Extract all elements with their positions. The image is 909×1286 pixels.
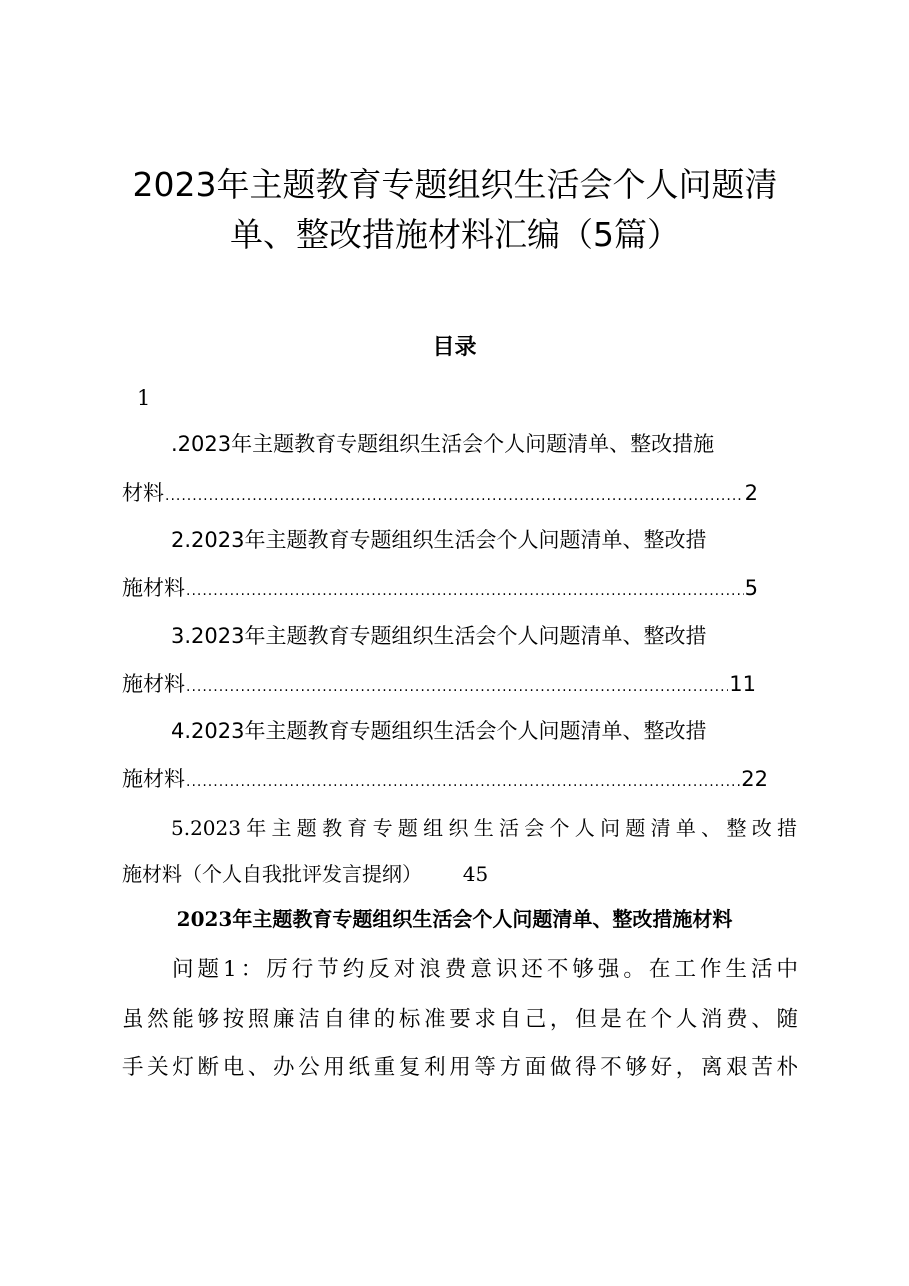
- toc-item-5-line-2[interactable]: [122, 859, 488, 889]
- toc-item-3-line-2[interactable]: [122, 669, 756, 702]
- toc-item-1-page: 2: [744, 481, 758, 505]
- section-heading: 2023年主题教育专题组织生活会个人问题清单、整改措施材料: [176, 907, 733, 931]
- toc-leader-dots: [186, 672, 728, 702]
- toc-item-2-page: 5: [744, 576, 758, 600]
- toc-item-2-line-1[interactable]: 2.2023年主题教育专题组织生活会个人问题清单、整改措: [171, 528, 707, 552]
- toc-item-5-label: 施材料（个人自我批评发言提纲）: [122, 862, 422, 886]
- toc-item-5-page: 45: [462, 862, 489, 886]
- body-paragraph-line-2: 虽然能够按照廉洁自律的标准要求自己，但是在个人消费、随: [122, 1007, 798, 1032]
- document-title-line-1: 2023年主题教育专题组织生活会个人问题清: [132, 165, 778, 204]
- toc-item-1-line-2[interactable]: [122, 478, 758, 511]
- toc-item-1-line-1[interactable]: .2023年主题教育专题组织生活会个人问题清单、整改措施: [171, 432, 715, 456]
- toc-item-2-label: 施材料: [122, 576, 185, 600]
- toc-item-3-label: 施材料: [122, 672, 185, 696]
- toc-item-2-line-2[interactable]: [122, 573, 758, 606]
- toc-item-4-label: 施材料: [122, 767, 185, 791]
- toc-item-4-line-2[interactable]: [122, 764, 768, 797]
- toc-item-4-page: 22: [741, 767, 768, 791]
- toc-item-5-line-1[interactable]: 5.2023年主题教育专题组织生活会个人问题清单、整改措: [171, 816, 797, 840]
- toc-leader-dots: [186, 767, 740, 797]
- body-paragraph-line-3: 手关灯断电、办公用纸重复利用等方面做得不够好，离艰苦朴: [122, 1055, 798, 1080]
- toc-item-3-page: 11: [729, 672, 756, 696]
- toc-leader-dots: [165, 481, 744, 511]
- toc-item-1-number: 1: [137, 386, 151, 410]
- document-title: [110, 160, 800, 260]
- toc-leader-dots: [186, 576, 744, 606]
- toc-item-1-label: 材料: [122, 481, 164, 505]
- toc-item-4-line-1[interactable]: 4.2023年主题教育专题组织生活会个人问题清单、整改措: [171, 719, 707, 743]
- toc-item-3-line-1[interactable]: 3.2023年主题教育专题组织生活会个人问题清单、整改措: [171, 624, 707, 648]
- document-title-line-2: 单、整改措施材料汇编（5篇）: [230, 215, 680, 254]
- toc-heading: 目录: [432, 334, 477, 360]
- body-paragraph-line-1: 问题1：厉行节约反对浪费意识还不够强。在工作生活中: [172, 957, 798, 982]
